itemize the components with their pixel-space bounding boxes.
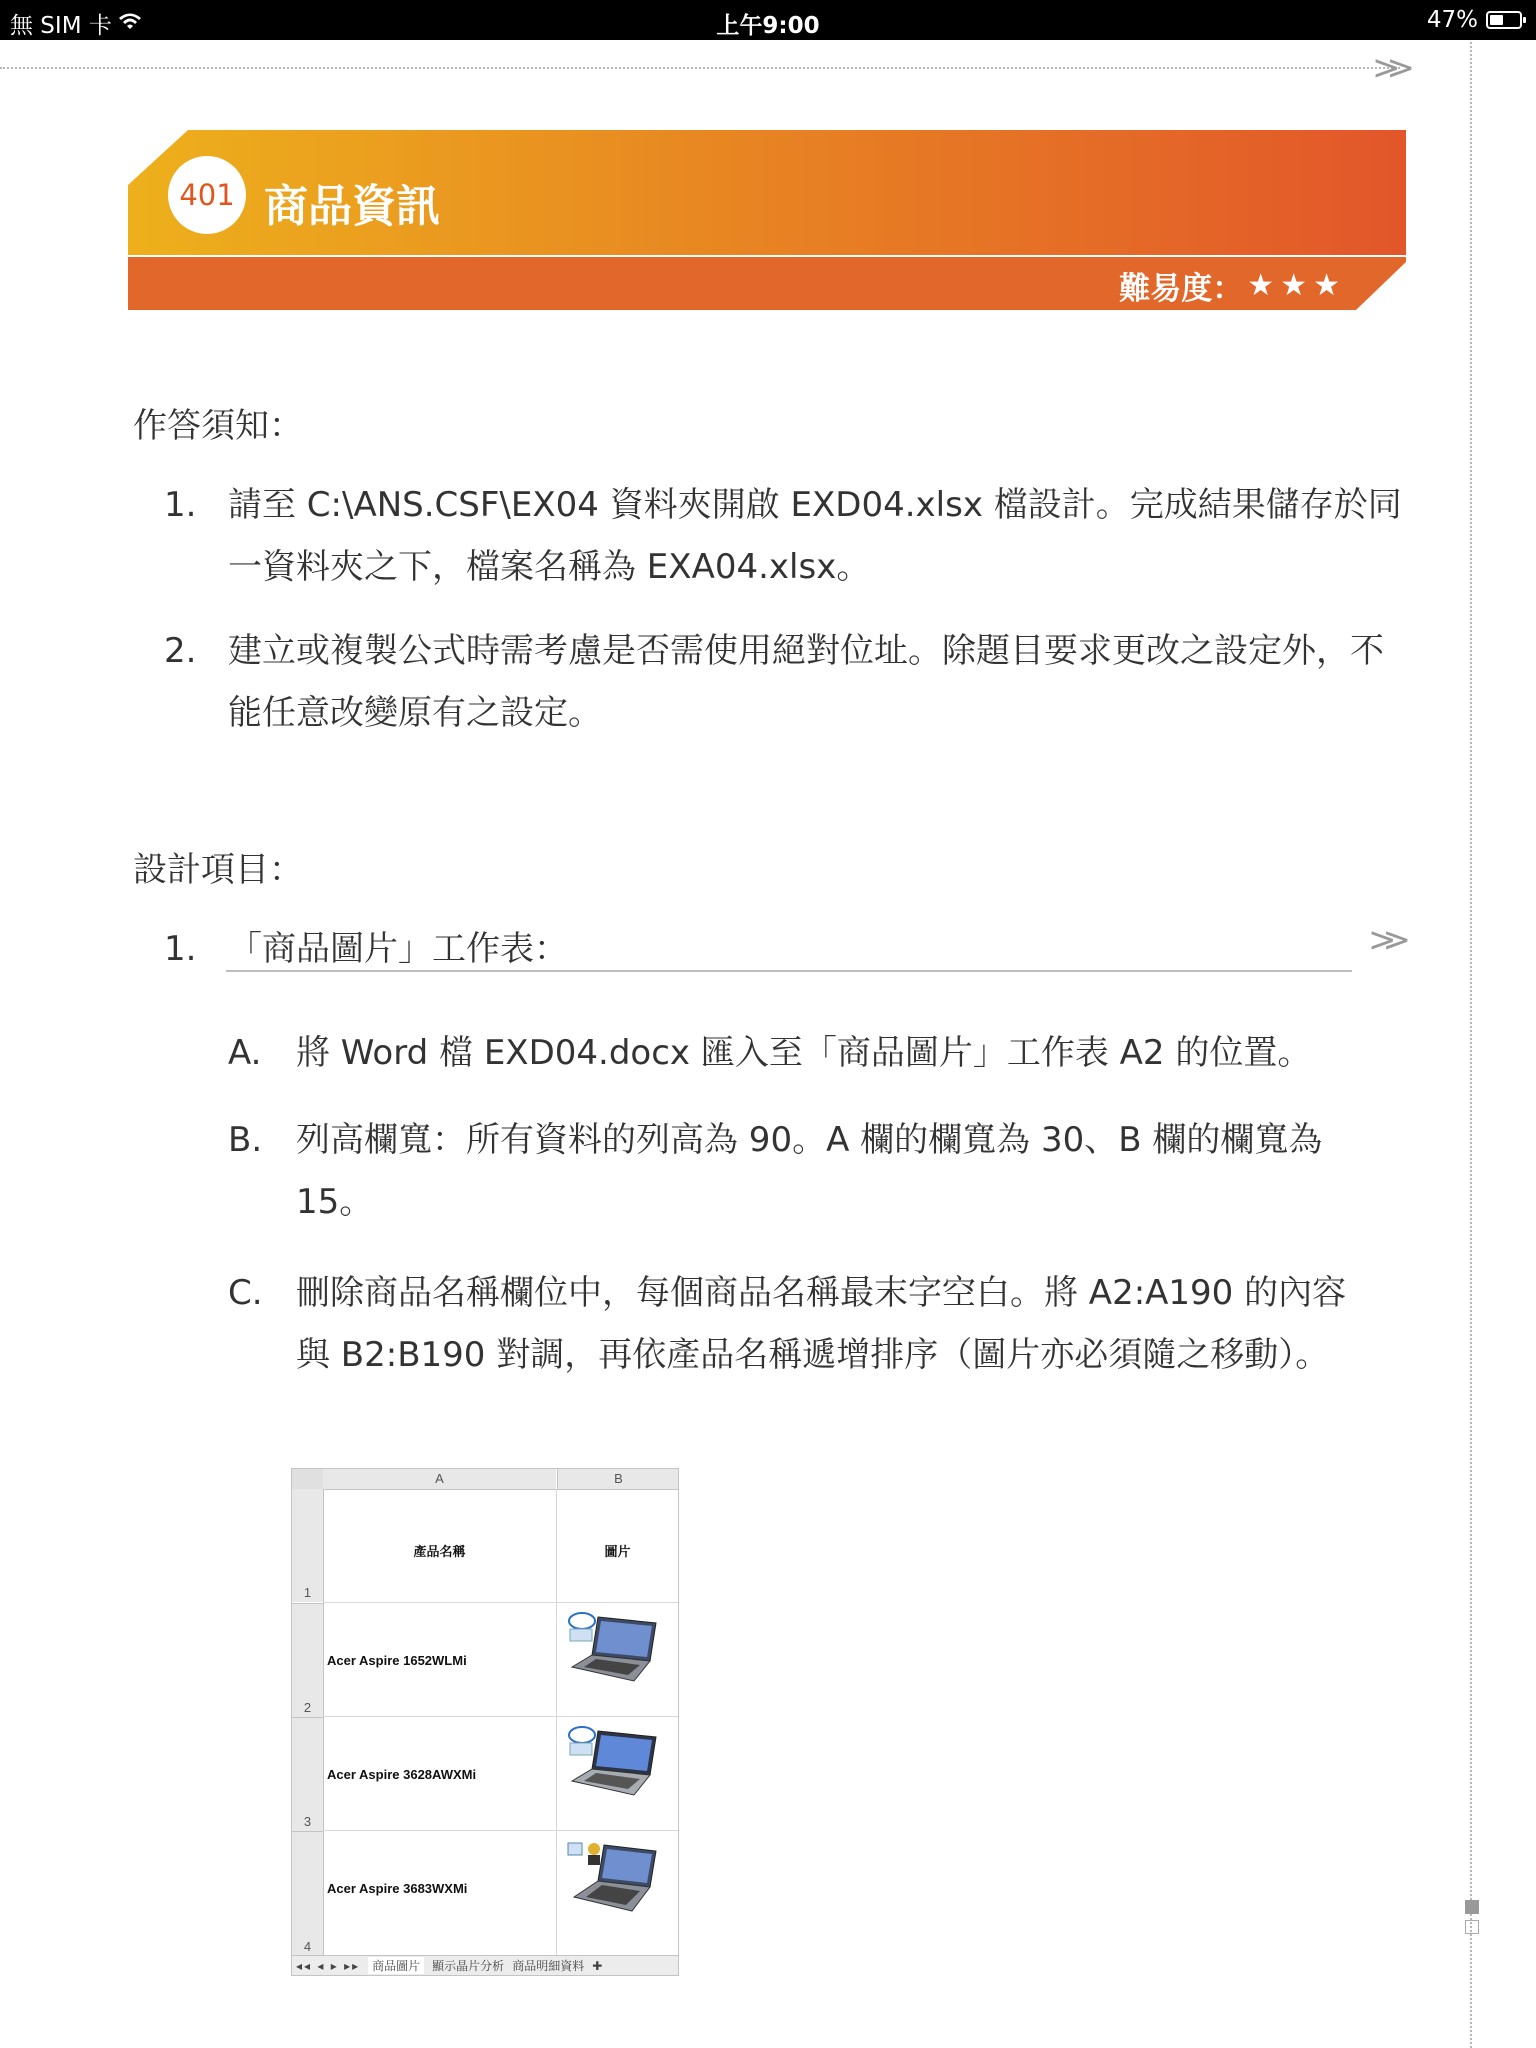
subsection-underline (226, 970, 1352, 972)
design-item-letter: B. (228, 1120, 263, 1160)
notice-item-1 (164, 474, 1408, 598)
notice-item-text: 請至 C:\ANS.CSF\EX04 資料夾開啟 EXD04.xlsx 檔設計。完成結果儲存於同一資料夾之下，檔案名稱為 EXA04.xlsx。 (228, 485, 1402, 587)
battery-percent: 47% (1426, 7, 1478, 33)
row-header: 4 (292, 1831, 324, 1956)
design-item-text: 將 Word 檔 EXD04.docx 匯入至「商品圖片」工作表 A2 的位置。 (296, 1033, 1312, 1073)
header-cell-name: 產品名稱 (413, 1544, 466, 1559)
design-item-b (228, 1109, 1354, 1233)
page-top-divider (0, 67, 1400, 69)
chapter-title: 商品資訊 (264, 181, 440, 232)
select-all-corner (292, 1469, 324, 1490)
page-indicator-current (1465, 1900, 1479, 1914)
gridline (323, 1602, 678, 1603)
notice-item-number: 2. (164, 631, 197, 671)
chapter-banner (128, 130, 1406, 310)
design-item-a (228, 1022, 1354, 1084)
insert-sheet-icon[interactable]: ✚ (592, 1958, 603, 1973)
notice-item-number: 1. (164, 485, 197, 525)
sheet-tab[interactable]: 顯示晶片分析 (432, 1959, 505, 1973)
star-icon: ★ (1313, 268, 1340, 303)
chevron-right-icon: >> (1372, 48, 1401, 88)
star-icon: ★ (1280, 268, 1308, 303)
product-name-cell: Acer Aspire 3628AWXMi (327, 1767, 477, 1782)
product-name-cell: Acer Aspire 1652WLMi (327, 1653, 467, 1668)
sheet-nav-arrows-icon[interactable]: ◂◂ ◂ ▸ ▸▸ (296, 1958, 361, 1973)
chapter-number-badge: 401 (168, 156, 246, 234)
sheet-tab-bar (292, 1955, 678, 1975)
spreadsheet-figure (291, 1468, 679, 1976)
design-item-c (228, 1262, 1354, 1386)
header-cell-image: 圖片 (604, 1544, 631, 1559)
page-indicator[interactable] (1465, 1900, 1479, 1934)
row-header: 3 (292, 1717, 324, 1831)
notice-item-text: 建立或複製公式時需考慮是否需使用絕對位址。除題目要求更改之設定外，不能任意改變原有之設定。 (228, 631, 1384, 733)
notice-heading: 作答須知： (133, 406, 303, 446)
laptop-product-image (564, 1837, 662, 1917)
star-icon: ★ (1247, 268, 1275, 303)
design-item-text: 刪除商品名稱欄位中，每個商品名稱最末字空白。將 A2:A190 的內容與 B2:B190 對調，再依產品名稱遞增排序（圖片亦必須隨之移動）。 (296, 1273, 1347, 1375)
column-header-a: A (323, 1469, 556, 1490)
design-subsection-number: 1. (164, 929, 197, 969)
notice-item-2 (164, 620, 1408, 744)
gridline (323, 1830, 678, 1831)
design-heading: 設計項目： (133, 850, 303, 890)
difficulty-label: 難易度： (1119, 271, 1244, 307)
laptop-product-image (564, 1609, 662, 1689)
row-header: 1 (292, 1489, 324, 1602)
clock: 上午9:00 (716, 13, 820, 39)
design-item-letter: A. (228, 1033, 262, 1073)
design-item-text: 列高欄寬：所有資料的列高為 90。A 欄的欄寬為 30、B 欄的欄寬為 15。 (296, 1120, 1323, 1222)
sheet-tab[interactable]: 商品圖片 (368, 1957, 424, 1974)
row-header: 2 (292, 1603, 324, 1717)
design-subsection-title: 「商品圖片」工作表： (228, 929, 568, 969)
product-name-cell: Acer Aspire 3683WXMi (327, 1881, 468, 1896)
chevron-right-icon: >> (1368, 920, 1397, 960)
difficulty-rating (1119, 263, 1340, 308)
gridline (323, 1716, 678, 1717)
column-header-b: B (557, 1469, 679, 1490)
page-indicator-next (1465, 1920, 1479, 1934)
status-bar (0, 0, 1536, 40)
design-item-letter: C. (228, 1273, 263, 1313)
carrier-label: 無 SIM 卡 (10, 13, 112, 39)
page-right-divider (1470, 42, 1472, 2048)
battery-icon (1486, 11, 1522, 29)
battery-group (1427, 7, 1522, 33)
sheet-tab[interactable]: 商品明細資料 (512, 1959, 585, 1973)
star-rating (1247, 268, 1340, 303)
laptop-product-image (564, 1723, 662, 1803)
